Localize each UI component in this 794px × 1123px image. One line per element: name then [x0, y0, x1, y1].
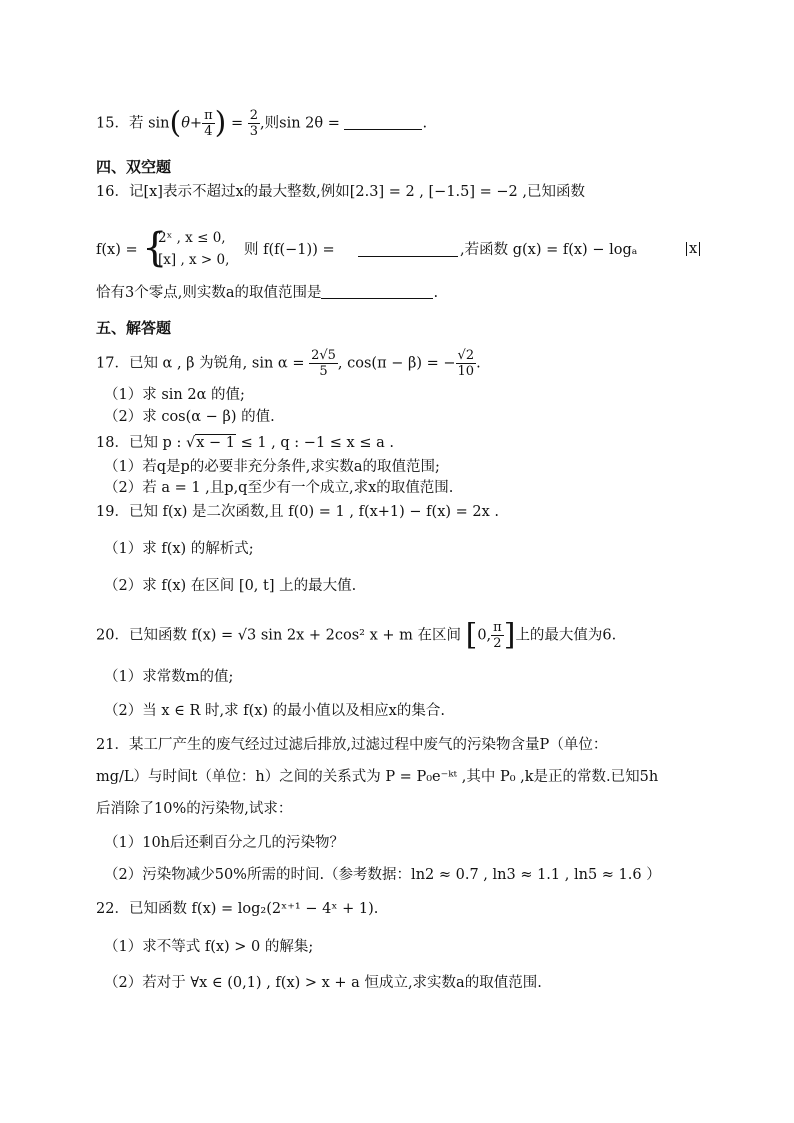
- question-18-stem: 18．已知 p : √x − 1 ≤ 1 , q : −1 ≤ x ≤ a .: [96, 435, 394, 451]
- question-21-line-1: 21．某工厂产生的废气经过过滤后排放,过滤过程中废气的污染物含量P（单位：: [96, 737, 608, 753]
- answer-blank[interactable]: [358, 242, 458, 257]
- question-17-stem: 17．已知 α , β 为锐角, sin α = $\frac{2√5}{5}$ , cos(π − β) = − $\frac{√2}{10}$ .: [96, 348, 481, 379]
- question-17-part-1: （1）求 sin 2α 的值;: [104, 387, 245, 403]
- fraction-2-3: $\frac{2}{3}$: [249, 108, 259, 139]
- fraction-2sqrt5-5: $\frac{2√5}{5}$: [311, 348, 336, 379]
- question-17-part-2: （2）求 cos(α − β) 的值.: [104, 409, 275, 425]
- question-22-stem: 22．已知函数 f(x) = log₂(2ˣ⁺¹ − 4ˣ + 1).: [96, 901, 379, 917]
- question-21-line-3: 后消除了10%的污染物,试求：: [96, 801, 293, 817]
- question-15: 15．若 sin(θ+ $\frac{\pi}{4}$ ) = $\frac{2}{3}$ ,则sin 2θ = .: [96, 105, 428, 141]
- question-20-part-2: （2）当 x ∈ R 时,求 f(x) 的最小值以及相应x的集合.: [104, 703, 445, 719]
- question-20-stem: 20．已知函数 f(x) = √3 sin 2x + 2cos² x + m 在区间 [0, $\frac{\pi}{2}$ ]上的最大值为6.: [96, 617, 617, 653]
- question-16-condition: 恰有3个零点,则实数a的取值范围是 .: [96, 285, 439, 301]
- fraction-sqrt2-10: $\frac{√2}{10}$: [457, 348, 475, 379]
- fraction-pi-4: $\frac{\pi}{4}$: [204, 108, 213, 139]
- question-16-stem: 16．记[x]表示不超过x的最大整数,例如[2.3] = 2 , [−1.5] = −2 ,已知函数: [96, 184, 586, 200]
- question-18-part-1: （1）若q是p的必要非充分条件,求实数a的取值范围;: [104, 459, 440, 475]
- section-heading-4: 四、双空题: [96, 158, 172, 176]
- question-19-part-2: （2）求 f(x) 在区间 [0, t] 上的最大值.: [104, 578, 357, 594]
- question-21-part-2: （2）污染物减少50%所需的时间.（参考数据：ln2 ≈ 0.7 , ln3 ≈ 1.1 , ln5 ≈ 1.6 ）: [104, 867, 661, 883]
- question-22-part-2: （2）若对于 ∀x ∈ (0,1) , f(x) > x + a 恒成立,求实数a的取值范围.: [104, 975, 542, 991]
- question-21-line-2: mg/L）与时间t（单位：h）之间的关系式为 P = P₀e⁻ᵏᵗ ,其中 P₀ ,k是正的常数.已知5h: [96, 769, 659, 785]
- piecewise-brace: {: [142, 225, 168, 271]
- question-22-part-1: （1）求不等式 f(x) > 0 的解集;: [104, 939, 314, 955]
- fraction-pi-2: $\frac{\pi}{2}$: [493, 620, 502, 651]
- question-19-part-1: （1）求 f(x) 的解析式;: [104, 541, 254, 557]
- answer-blank[interactable]: [344, 115, 422, 130]
- section-heading-5: 五、解答题: [96, 319, 172, 337]
- question-16-function: f(x) = { 2ˣ , x ≤ 0, [x] , x > 0, 则 f(f(−1)) = ,若函数 g(x) = f(x) − logₐ x: [96, 228, 734, 272]
- question-20-part-1: （1）求常数m的值;: [104, 669, 234, 685]
- question-21-part-1: （1）10h后还剩百分之几的污染物？: [104, 835, 345, 851]
- question-19-stem: 19．已知 f(x) 是二次函数,且 f(0) = 1 , f(x+1) − f(x) = 2x .: [96, 504, 500, 520]
- question-18-part-2: （2）若 a = 1 ,且p,q至少有一个成立,求x的取值范围.: [104, 480, 454, 496]
- answer-blank[interactable]: [321, 284, 433, 299]
